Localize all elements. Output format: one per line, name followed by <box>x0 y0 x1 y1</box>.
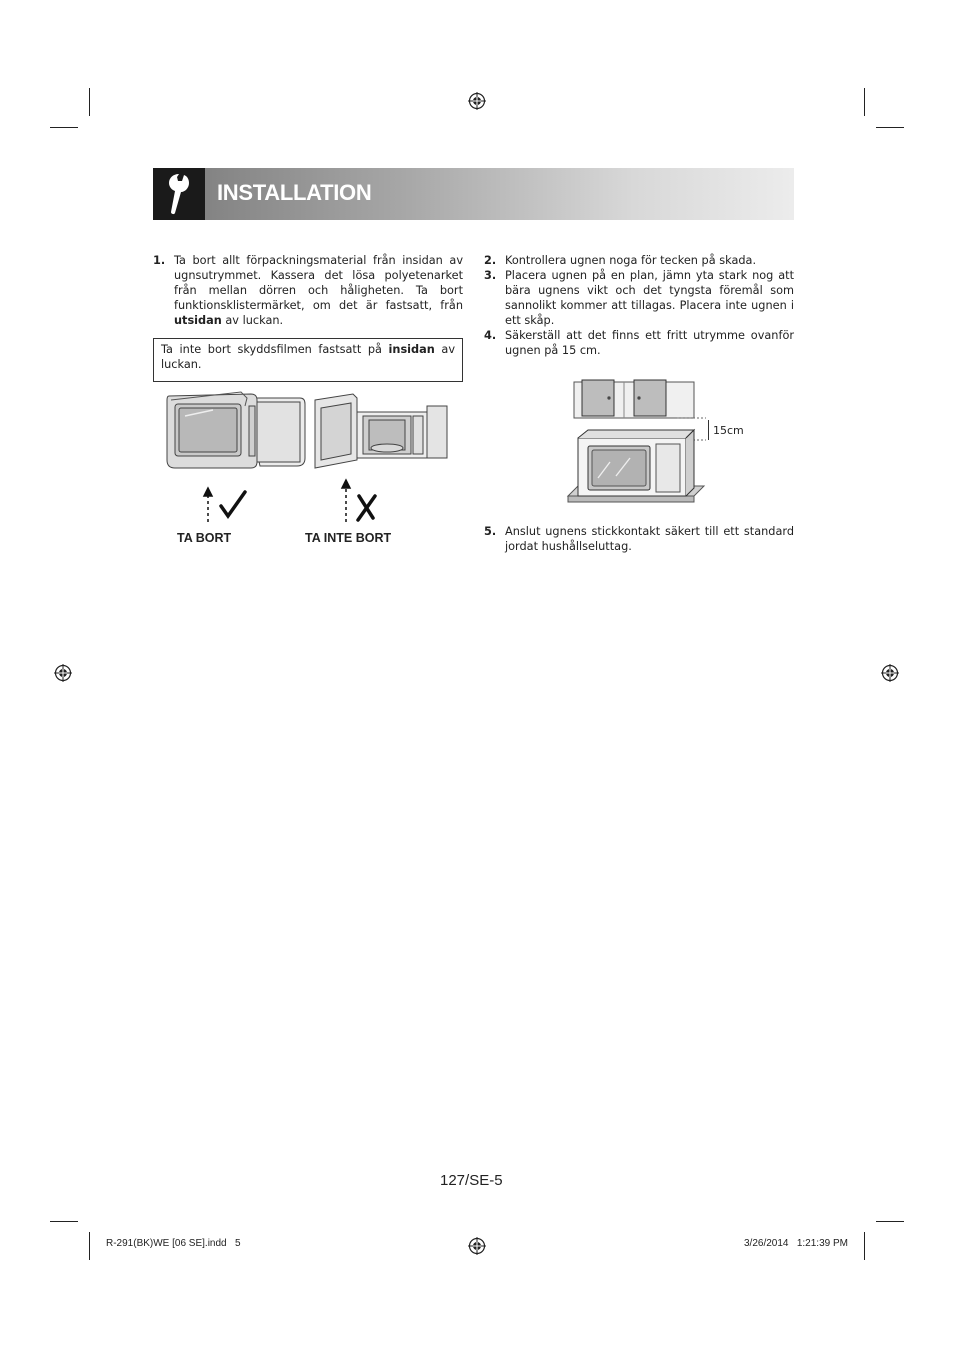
item-5-text: Anslut ugnens stickkontakt säkert till ett standard jordat hushållseluttag. <box>505 525 794 553</box>
note-text-pre: Ta inte bort skyddsfilmen fastsatt på <box>161 343 389 356</box>
item-number: 5. <box>484 525 497 538</box>
page-title: INSTALLATION <box>217 180 372 205</box>
item-1-line-rest: av luckan. <box>221 314 284 327</box>
crop-mark-bl-h <box>50 1221 78 1222</box>
clearance-label: 15cm <box>713 424 744 437</box>
emphasis: utsidan <box>174 314 222 327</box>
item-number: 1. <box>153 254 166 267</box>
crop-mark-tr-v <box>864 88 865 116</box>
crop-mark-bl-v <box>89 1232 90 1260</box>
item-2-text: Kontrollera ugnen noga för tecken på skada. <box>505 254 757 267</box>
item-1-line: funktionsklistermärket, om det är fastsatt, från <box>174 299 463 312</box>
cross-mark-icon <box>358 496 375 520</box>
item-1-line: Ta bort allt förpackningsmaterial från insidan av <box>174 254 463 267</box>
item-1-line: ugnsutrymmet. Kassera det lösa polyetenarket <box>174 269 463 282</box>
emphasis: insidan <box>388 343 435 356</box>
item-number: 4. <box>484 329 497 342</box>
item-1-line: från mellan dörren och håligheten. Ta bort <box>174 284 463 297</box>
caption-remove: TA BORT <box>177 531 232 545</box>
registration-mark-icon <box>468 1237 486 1255</box>
check-mark-icon <box>221 492 245 516</box>
caption-keep: TA INTE BORT <box>305 531 392 545</box>
note-box <box>153 338 463 382</box>
registration-mark-icon <box>54 664 72 682</box>
item-1-line <box>174 313 463 328</box>
crop-mark-tl-v <box>89 88 90 116</box>
clearance-bracket <box>708 420 709 440</box>
item-1-text <box>174 253 463 328</box>
item-number: 3. <box>484 269 497 282</box>
file-slug: R-291(BK)WE [06 SE].indd 5 <box>106 1238 241 1249</box>
crop-mark-tr-h <box>876 127 904 128</box>
section-header <box>153 168 794 220</box>
timestamp-slug: 3/26/2014 1:21:39 PM <box>744 1238 848 1249</box>
page-number: 127/SE-5 <box>440 1172 503 1189</box>
item-4-text: Säkerställ att det finns ett fritt utrymme ovanför ugnen på 15 cm. <box>505 329 794 357</box>
crop-mark-tl-h <box>50 127 78 128</box>
header-icon-box <box>153 168 205 220</box>
crop-mark-br-h <box>876 1221 904 1222</box>
microwave-door-illustration <box>165 388 455 523</box>
registration-mark-icon <box>881 664 899 682</box>
clearance-illustration <box>566 378 706 508</box>
item-number: 2. <box>484 254 497 267</box>
note-text-post: av luckan. <box>161 343 455 371</box>
wrench-icon <box>153 168 205 220</box>
item-3-text: Placera ugnen på en plan, jämn yta stark nog att bära ugnens vikt och det tyngsta föremål som sannolikt kommer att tillagas. Placera inte ugnen i ett skåp. <box>505 269 794 327</box>
registration-mark-icon <box>468 92 486 110</box>
crop-mark-br-v <box>864 1232 865 1260</box>
